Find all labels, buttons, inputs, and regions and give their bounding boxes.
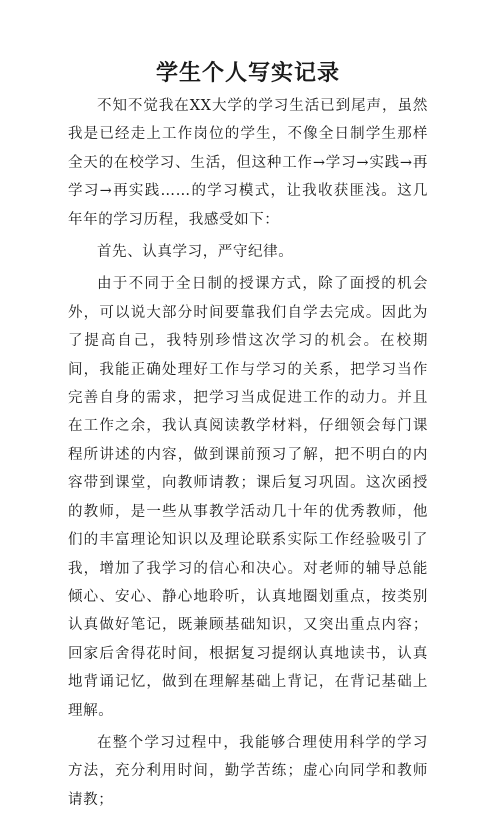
paragraph-study-details: 由于不同于全日制的授课方式，除了面授的机会外，可以说大部分时间要靠我们自学去完成。因此为了提高自己，我特别珍惜这次学习的机会。在校期间，我能正确处理好工作与学习的关系，把学习当作完善自身的需求，把学习当成促进工作的动力。并且在工作之余，我认真阅读教学材料，仔细领会每门课程所讲述的内容，做到课前预习了解，把不明白的内容带到课堂，向教师请教；课后复习巩固。这次函授的教师，是一些从事教学活动几十年的优秀教师，他们的丰富理论知识以及理论联系实际工作经验吸引了我，增加了我学习的信心和决心。对老师的辅导总能倾心、安心、静心地聆听，认真地圈划重点，按类别认真做好笔记，既兼顾基础知识，又突出重点内容；回家后舍得花时间，根据复习提纲认真地读书，认真地背诵记忆，做到在理解基础上背记，在背记基础上理解。 [68,276,428,719]
paragraph-intro: 不知不觉我在XX大学的学习生活已到尾声，虽然我是已经走上工作岗位的学生，不像全日制学生那样全天的在校学习、生活，但这种工作→学习→实践→再学习→再实践……的学习模式，让我收获匪浅。这几年年的学习历程，我感受如下： [68,98,428,228]
document-title: 学生个人写实记录 [155,61,340,86]
paragraph-study-methods: 在整个学习过程中，我能够合理使用科学的学习方法，充分利用时间，勤学苦练；虚心向同学和教师请教； [68,734,428,808]
document-page [68,60,428,818]
paragraph-heading-first: 首先、认真学习，严守纪律。 [97,244,294,261]
